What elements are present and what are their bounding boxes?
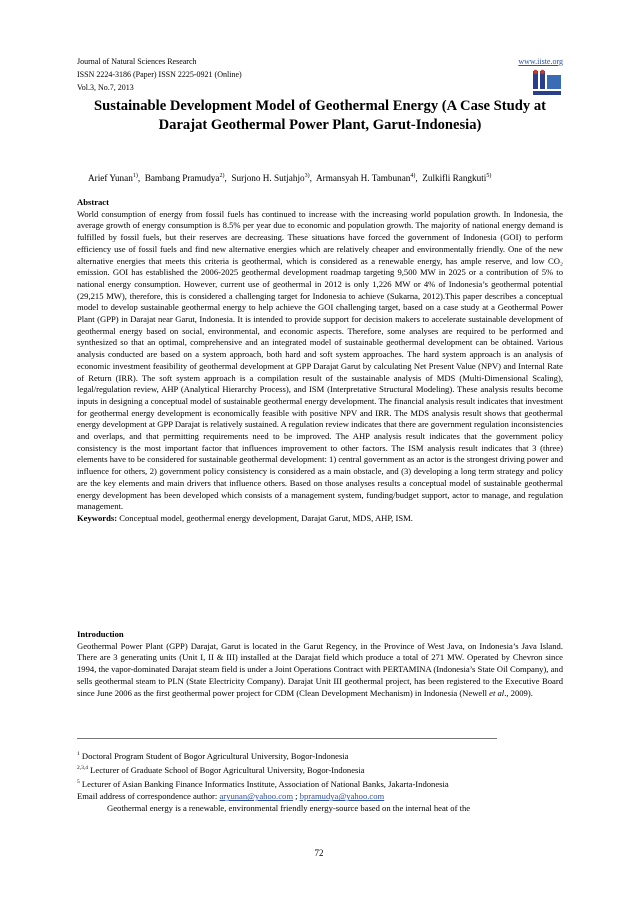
author-list: Arief Yunan$^{1)}$, Bambang Pramudya$^{2)}$, Surjono H. Sutjahjo$^{3)}$, Armansyah H. Tambunan$^{4)}$, Zulkifli Rangkuti$^{5)}$ [88,173,492,184]
footnote-divider [77,738,497,739]
journal-name: Journal of Natural Sciences Research [77,57,197,66]
journal-url-link[interactable]: www.iiste.org [518,57,563,66]
author-affiliation: 2) [219,173,225,179]
keywords-text: Conceptual model, geothermal energy development, Darajat Garut, MDS, AHP, ISM. [119,512,413,523]
et-al: et al [489,687,505,698]
page-number: 72 [314,848,324,858]
abstract-text: World consumption of energy from fossil fuels has continued to increase with the increasing world population growth. In Indonesia, the average growth of energy consumption is 8.5% per year due to economic and population growth. The majority of national energy demand is fulfilled by fossil fuels, but their reserves are decreasing. These situations have forced the government of Indonesia (GOI) to perform efficiency use of fossil fuels and find new alternative energies which are relatively cheaper and environmentally friendly. One of the new alternative energies that meets this criteria is geothermal, which is considered as a renewable energy, has ample reserve, and low CO₂ emission. GOI has established the 2006-2025 geothermal development roadmap targeting 9,500 MW in 2025 or a contribution of 5% to national energy consumption. However, current use of geothermal in 2012 is only 1,226 MW or 4% of Indonesia’s geothermal potential (29,215 MW), therefore, this is considered a challenging target for Indonesia to achieve (Sukarna, 2012).This paper describes a conceptual model to develop sustainable geothermal energy to help achieve the GOI challenging target, based on a case study at a Geothermal Power Plant (GPP) in Darajat near Garut, Indonesia. It is intended to provide support for decision makers to accelerate sustainable development of geothermal energy based on social, environmental, and economic aspects. Therefore, some analyses are required to be performed and synthesized so that an optimal, comprehensive and an integrated model of sustainable geothermal development can be obtained. Various analysis conducted are based on a system approach, both hard and soft system approaches. The hard system approach is an analysis of economic investment feasibility of geothermal development at GPP Darajat Garut by calculating Net Present Value (NPV) and Internal Rate of Return (IRR). The soft system approach is a compilation result of the sustainable analysis of MDS (Multi-Dimensional Scaling), legal/regulation review, AHP (Analytical Hierarchy Process), and ISM (Interpretative Structural Modeling). These analysis results become inputs in designing a conceptual model of sustainable geothermal energy development. The financial analysis result indicates that investment for geothermal energy development is economically feasible with positive NPV and IRR. The MDS analysis result shows that geothermal energy development at GPP Darajat is relatively sustained. A regulation review indicates that there are government regulation inconsistencies and overlaps, and that permitting requirements need to be improved. The AHP analysis result indicates that the government policy consistency is the most important factor that influences improvement to other factors. The ISM analysis result indicates that 3 (three) elements have to be considered for sustainable geothermal development: 1) central government as an actor is the strongest driving power and influence for others, 2) government policy consistency is considered as a main obstacle, and (3) developing a long term strategy and policy are the key elements and main drivers that influence others. Based on those analyses results a conceptual model of sustainable geothermal energy development has been developed which consists of a management system, funding/budget support, actor to manage, and regulation management. [77,208,563,512]
iiste-logo [531,69,563,97]
author-name: Surjono H. Sutjahjo [231,173,305,184]
author-name: Bambang Pramudya [144,173,220,184]
correspondence-email: Email address of correspondence author: aryunan@yahoo.com ; bpramudya@yahoo.com [77,791,385,802]
author-affiliation: 5) [486,173,492,179]
author-affiliation: 3) [304,173,310,179]
author-name: Armansyah H. Tambunan [316,173,411,184]
author-name: Zulkifli Rangkuti [422,173,487,184]
introduction-section [77,629,563,699]
paper-title: Sustainable Development Model of Geothermal Energy (A Case Study at Darajat Geothermal Power Plant, Garut-Indonesia) [94,98,546,133]
footnote-1: $^1$ Doctoral Program Student of Bogor Agricultural University, Bogor-Indonesia [77,750,349,761]
author-affiliation: 1) [132,173,138,179]
journal-volume: Vol.3, No.7, 2013 [77,83,134,92]
introduction-heading: Introduction [77,629,124,639]
keywords-line [77,513,563,525]
abstract-section [77,197,563,525]
journal-header [77,55,563,94]
journal-issn: ISSN 2224-3186 (Paper) ISSN 2225-0921 (Online) [77,70,242,79]
author-name: Arief Yunan [88,173,133,184]
abstract-heading: Abstract [77,197,109,207]
footnotes [77,748,563,815]
continuation-text: Geothermal energy is a renewable, environmental friendly energy-source based on the internal heat of the [107,803,471,814]
email-link-1[interactable]: aryunan@yahoo.com [219,791,294,802]
keywords-label: Keywords: [77,512,118,523]
email-link-2[interactable]: bpramudya@yahoo.com [299,791,385,802]
footnote-3: $^5$ Lecturer of Asian Banking Finance Informatics Institute, Association of National Banks, Jakarta-Indonesia [77,778,449,789]
author-affiliation: 4) [410,173,416,179]
footnote-2: $^{2,3,4}$ Lecturer of Graduate School of Bogor Agricultural University, Bogor-Indonesia [77,764,365,775]
introduction-text: Geothermal Power Plant (GPP) Darajat, Garut is located in the Garut Regency, in the Province of West Java, on Indonesia’s Java Island. There are 3 generating units (Unit I, II & III) installed at the Darajat field which produce a total of 271 MW. Operated by Chevron since 1994, the vapor-dominated Darajat steam field is under a Joint Operations Contract with PERTAMINA (Indonesia’s State Oil Company), and sells geothermal steam to PLN (State Electricity Company). Darajat Unit III geothermal project, has been registered to the Executive Board since June 2006 as the first geothermal power project for CDM (Clean Development Mechanism) in Indonesia (Newell et al., 2009). [77,640,563,698]
